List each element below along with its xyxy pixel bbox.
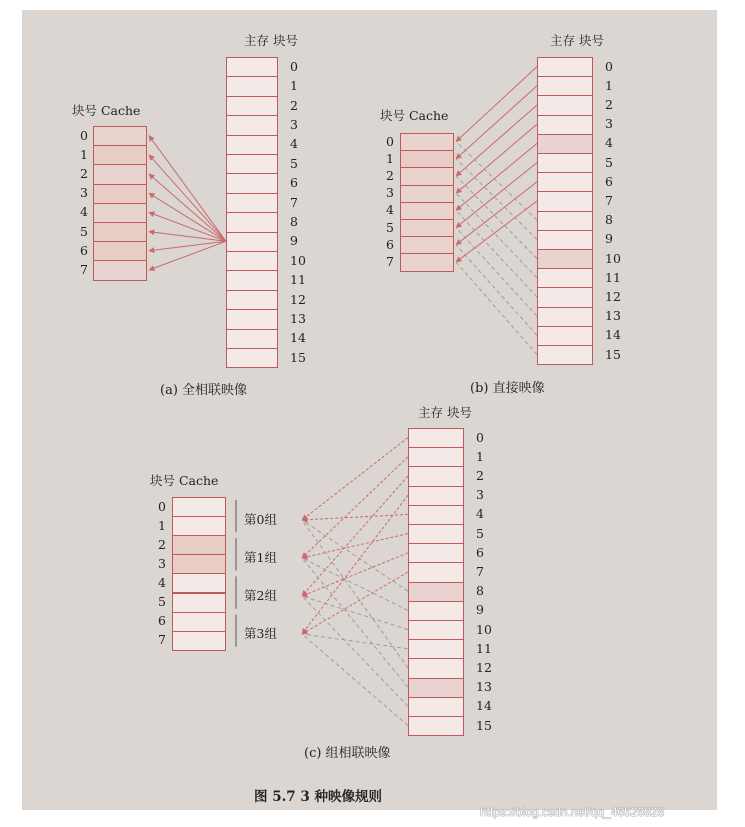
b-memory-number-3: 3 [605,116,613,132]
c-mapping-line-0 [302,438,408,520]
a-memory-block-9 [226,232,278,252]
a-memory-number-2: 2 [290,97,298,113]
c-cache-block-0 [172,497,226,517]
a-cache-block-2 [93,164,147,184]
c-cache-header: 块号 Cache [150,473,219,488]
c-mapping-line-13 [302,558,408,687]
b-cache-number-4: 4 [386,202,394,218]
b-cache-number-7: 7 [386,254,394,269]
c-memory-block-5 [408,524,464,544]
b-memory-block-11 [537,268,593,288]
a-memory-number-0: 0 [290,58,298,74]
a-cache-block-5 [93,222,147,242]
a-memory-number-11: 11 [290,272,306,288]
b-caption: (b) 直接映像 [470,381,545,396]
c-memory-number-9: 9 [476,602,484,618]
a-memory-number-7: 7 [290,194,298,210]
a-cache-number-6: 6 [80,242,88,258]
a-memory-block-12 [226,290,278,310]
c-memory-block-13 [408,678,464,698]
c-cache-number-5: 5 [158,594,166,610]
c-memory-number-6: 6 [476,544,484,560]
a-cache-block-4 [93,203,147,223]
b-memory-block-15 [537,345,593,365]
a-memory-number-15: 15 [290,349,306,365]
b-memory-block-3 [537,115,593,135]
b-mapping-line-4 [456,143,537,210]
b-cache-number-2: 2 [386,168,394,183]
c-memory-number-0: 0 [476,429,484,445]
b-memory-block-0 [537,57,593,77]
c-memory-block-12 [408,658,464,678]
a-memory-block-2 [226,96,278,116]
c-memory-block-3 [408,486,464,506]
c-cache-block-5 [172,593,226,613]
a-memory-number-6: 6 [290,175,298,191]
b-memory-block-5 [537,153,593,173]
b-cache-number-5: 5 [386,219,394,235]
c-memory-block-15 [408,716,464,736]
b-cache-block-2 [400,167,454,185]
b-cache-block-3 [400,185,454,203]
b-cache-number-1: 1 [386,150,394,166]
c-memory-number-1: 1 [476,448,484,464]
b-memory-block-7 [537,191,593,211]
a-cache-number-1: 1 [80,146,88,162]
a-memory-block-8 [226,212,278,232]
c-group-0-label: 第0组 [244,512,277,527]
c-cache-number-1: 1 [158,517,166,533]
a-memory-block-10 [226,251,278,271]
b-mapping-line-1 [456,86,537,159]
c-mapping-line-5 [302,534,408,558]
c-memory-block-14 [408,697,464,717]
b-memory-number-2: 2 [605,97,613,112]
a-memory-block-5 [226,154,278,174]
c-mapping-line-11 [302,634,408,649]
c-memory-block-9 [408,601,464,621]
a-mapping-line-1 [149,155,226,242]
b-mapping-line-2 [456,105,537,176]
c-memory-number-3: 3 [476,487,484,503]
watermark: https://blog.csdn.net/qq_46526828 [480,805,665,819]
a-mapping-line-0 [149,136,226,242]
a-memory-block-15 [226,348,278,368]
a-memory-number-4: 4 [290,136,298,152]
b-cache-block-1 [400,150,454,168]
a-cache-block-1 [93,145,147,165]
c-memory-block-8 [408,582,464,602]
b-memory-block-9 [537,230,593,250]
b-cache-block-7 [400,253,454,271]
b-cache-block-4 [400,202,454,220]
a-cache-block-6 [93,241,147,261]
b-memory-number-14: 14 [605,327,621,343]
c-memory-number-14: 14 [476,698,492,714]
c-mapping-line-6 [302,553,408,596]
a-memory-number-9: 9 [290,233,298,249]
b-memory-block-8 [537,211,593,231]
b-memory-block-12 [537,287,593,307]
b-memory-number-12: 12 [605,289,621,304]
b-memory-number-9: 9 [605,231,613,247]
c-cache-block-6 [172,612,226,632]
c-cache-number-6: 6 [158,613,166,629]
b-mapping-line-13 [456,228,537,317]
b-memory-number-5: 5 [605,154,613,170]
b-memory-number-13: 13 [605,308,621,324]
a-mapping-line-2 [149,174,226,241]
a-cache-number-5: 5 [80,223,88,239]
c-cache-block-1 [172,516,226,536]
b-mapping-line-12 [456,210,537,297]
b-cache-block-0 [400,133,454,151]
a-memory-block-14 [226,329,278,349]
c-memory-header: 主存 块号 [418,405,472,420]
b-memory-block-4 [537,134,593,154]
a-cache-number-2: 2 [80,166,88,181]
b-mapping-line-7 [456,201,537,262]
c-mapping-line-12 [302,520,408,668]
c-memory-number-11: 11 [476,640,492,656]
b-mapping-line-14 [456,245,537,336]
c-cache-block-7 [172,631,226,651]
b-memory-block-14 [537,326,593,346]
a-memory-number-3: 3 [290,116,298,132]
c-caption: (c) 组相联映像 [304,746,391,761]
c-memory-number-10: 10 [476,621,492,637]
c-cache-block-4 [172,573,226,593]
b-memory-number-15: 15 [605,346,621,362]
a-cache-header: 块号 Cache [72,103,141,118]
a-cache-block-3 [93,184,147,204]
c-memory-block-11 [408,639,464,659]
b-cache-number-0: 0 [386,133,394,149]
a-memory-block-11 [226,270,278,290]
c-group-3-label: 第3组 [244,626,277,641]
c-mapping-line-8 [302,520,408,591]
b-mapping-line-3 [456,124,537,193]
b-cache-number-3: 3 [386,185,394,201]
c-memory-block-7 [408,562,464,582]
b-mapping-line-15 [456,262,537,355]
b-memory-number-6: 6 [605,173,613,189]
b-memory-number-11: 11 [605,269,621,285]
b-cache-block-5 [400,219,454,237]
c-memory-block-4 [408,505,464,525]
a-memory-header: 主存 块号 [244,33,298,48]
a-cache-block-7 [93,260,147,280]
c-cache-number-2: 2 [158,536,166,552]
a-memory-number-5: 5 [290,155,298,171]
c-cache-block-2 [172,535,226,555]
b-memory-number-8: 8 [605,212,613,228]
b-mapping-line-9 [456,159,537,240]
c-group-2-label: 第2组 [244,588,277,603]
b-memory-block-2 [537,95,593,115]
c-cache-number-3: 3 [158,555,166,571]
c-memory-number-7: 7 [476,564,484,579]
c-memory-number-13: 13 [476,679,492,695]
a-cache-number-0: 0 [80,127,88,143]
b-memory-block-10 [537,249,593,269]
a-memory-block-6 [226,173,278,193]
a-memory-block-1 [226,76,278,96]
c-cache-number-0: 0 [158,498,166,514]
b-mapping-line-0 [456,67,537,142]
c-memory-block-2 [408,466,464,486]
c-group-1-label: 第1组 [244,550,277,565]
c-cache-number-4: 4 [158,574,166,590]
b-cache-header: 块号 Cache [380,108,449,123]
a-cache-number-4: 4 [80,204,88,220]
c-memory-number-5: 5 [476,525,484,541]
c-memory-block-1 [408,447,464,467]
c-mapping-line-15 [302,634,408,726]
figure-title: 图 5.7 3 种映像规则 [254,789,382,805]
b-memory-number-4: 4 [605,135,613,151]
a-memory-number-14: 14 [290,330,306,346]
c-memory-block-10 [408,620,464,640]
b-memory-number-10: 10 [605,250,621,266]
c-memory-number-2: 2 [476,468,484,483]
b-memory-block-13 [537,307,593,327]
b-cache-number-6: 6 [386,236,394,252]
c-mapping-line-4 [302,514,408,520]
a-cache-number-3: 3 [80,185,88,201]
a-memory-block-7 [226,193,278,213]
a-memory-number-13: 13 [290,310,306,326]
a-cache-number-7: 7 [80,262,88,277]
a-memory-block-3 [226,115,278,135]
a-memory-number-10: 10 [290,252,306,268]
c-memory-number-12: 12 [476,660,492,675]
b-memory-block-1 [537,76,593,96]
b-memory-number-0: 0 [605,58,613,74]
a-memory-number-8: 8 [290,213,298,229]
c-memory-number-8: 8 [476,583,484,599]
a-cache-block-0 [93,126,147,146]
a-memory-block-4 [226,135,278,155]
a-memory-block-13 [226,309,278,329]
c-memory-number-4: 4 [476,506,484,522]
c-memory-block-6 [408,543,464,563]
c-cache-block-3 [172,554,226,574]
a-caption: (a) 全相联映像 [160,383,248,398]
c-memory-block-0 [408,428,464,448]
b-memory-block-6 [537,172,593,192]
c-cache-number-7: 7 [158,632,166,648]
b-memory-number-7: 7 [605,193,613,208]
a-memory-number-12: 12 [290,291,306,307]
c-memory-number-15: 15 [476,717,492,733]
a-memory-block-0 [226,57,278,77]
b-memory-header: 主存 块号 [550,33,604,48]
b-cache-block-6 [400,236,454,254]
a-memory-number-1: 1 [290,78,298,94]
b-memory-number-1: 1 [605,77,613,93]
